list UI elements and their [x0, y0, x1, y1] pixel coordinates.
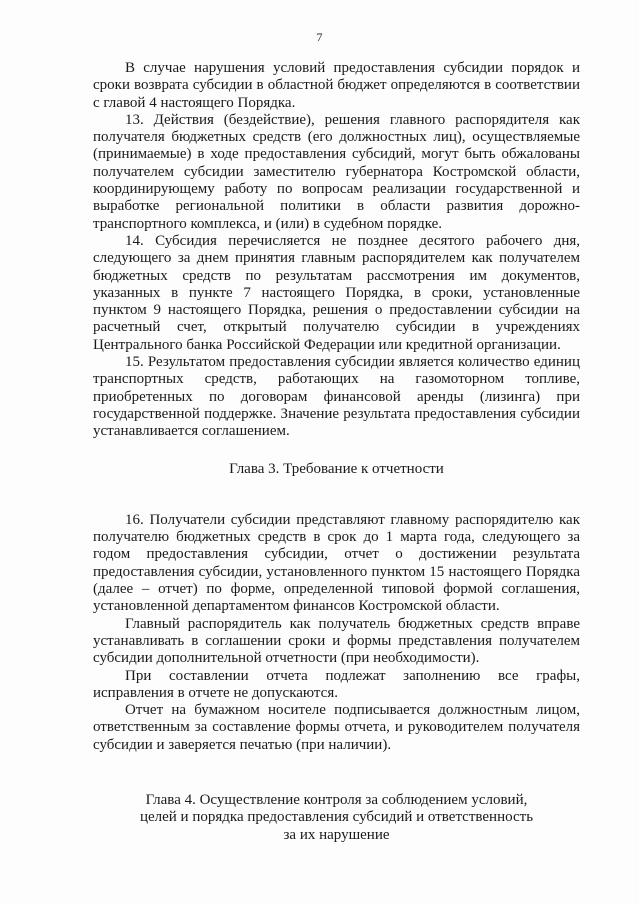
- document-body: [93, 60, 580, 844]
- paragraph-report-filling: При составлении отчета подлежат заполнению все графы, исправления в отчете не допускаются.: [93, 667, 580, 701]
- paragraph-additional-reporting: Главный распорядитель как получатель бюджетных средств вправе устанавливать в соглашении сроки и формы представления получателем субсидии дополнительной отчетности (при необходимости).: [93, 615, 580, 667]
- paragraph-refund-terms: В случае нарушения условий предоставления субсидии порядок и сроки возврата субсидии в областной бюджет определяются в соответствии с главой 4 настоящего Порядка.: [93, 60, 580, 111]
- paragraph-15-result: 15. Результатом предоставления субсидии является количество единиц транспортных средств, работающих на газомоторном топливе, приобретенных по договорам финансовой аренды (лизинга) при государственной поддержке. Значение результата предоставления субсидии устанавливается соглашением.: [93, 354, 580, 440]
- paragraph-16-reports: 16. Получатели субсидии представляют главному распорядителю как получателю бюджетных средств в срок до 1 марта года, следующего за годом предоставления субсидии, отчет о достижении результата предоставления субсидии, установленного пунктом 15 настоящего Порядка (далее – отчет) по форме, определенной типовой формой соглашения, установленной департаментом финансов Костромской области.: [93, 511, 580, 615]
- paragraph-13-appeal: 13. Действия (бездействие), решения главного распорядителя как получателя бюджетных средств (его должностных лиц), осуществляемые (принимаемые) в ходе предоставления субсидий, могут быть обжалованы получателем субсидии заместителю губернатора Костромской области, координирующему работу по вопросам реализации государственной и выработке региональной политики в области развития дорожно-транспортного комплекса, и (или) в судебном порядке.: [93, 111, 580, 232]
- chapter-4-heading-line-1: Глава 4. Осуществление контроля за соблюдением условий,: [145, 791, 528, 808]
- paragraph-14-transfer: 14. Субсидия перечисляется не позднее десятого рабочего дня, следующего за днем принятия главным распорядителем как получателем бюджетных средств по результатам рассмотрения им документов, указанных в пункте 7 настоящего Порядка, в сроки, установленные пунктом 9 настоящего Порядка, решения о предоставлении субсидии на расчетный счет, открытый получателю субсидии в учреждениях Центрального банка Российской Федерации или кредитной организации.: [93, 232, 580, 353]
- chapter-4-heading: [93, 792, 580, 844]
- chapter-4-heading-line-3: за их нарушение: [283, 826, 390, 843]
- paragraph-report-signing: Отчет на бумажном носителе подписывается должностным лицом, ответственным за составление формы отчета, и руководителем получателя субсидии и заверяется печатью (при наличии).: [93, 702, 580, 753]
- page-number: 7: [316, 30, 323, 44]
- chapter-4-heading-line-2: целей и порядка предоставления субсидий и ответственность: [139, 809, 534, 826]
- chapter-3-heading: Глава 3. Требование к отчетности: [229, 460, 444, 477]
